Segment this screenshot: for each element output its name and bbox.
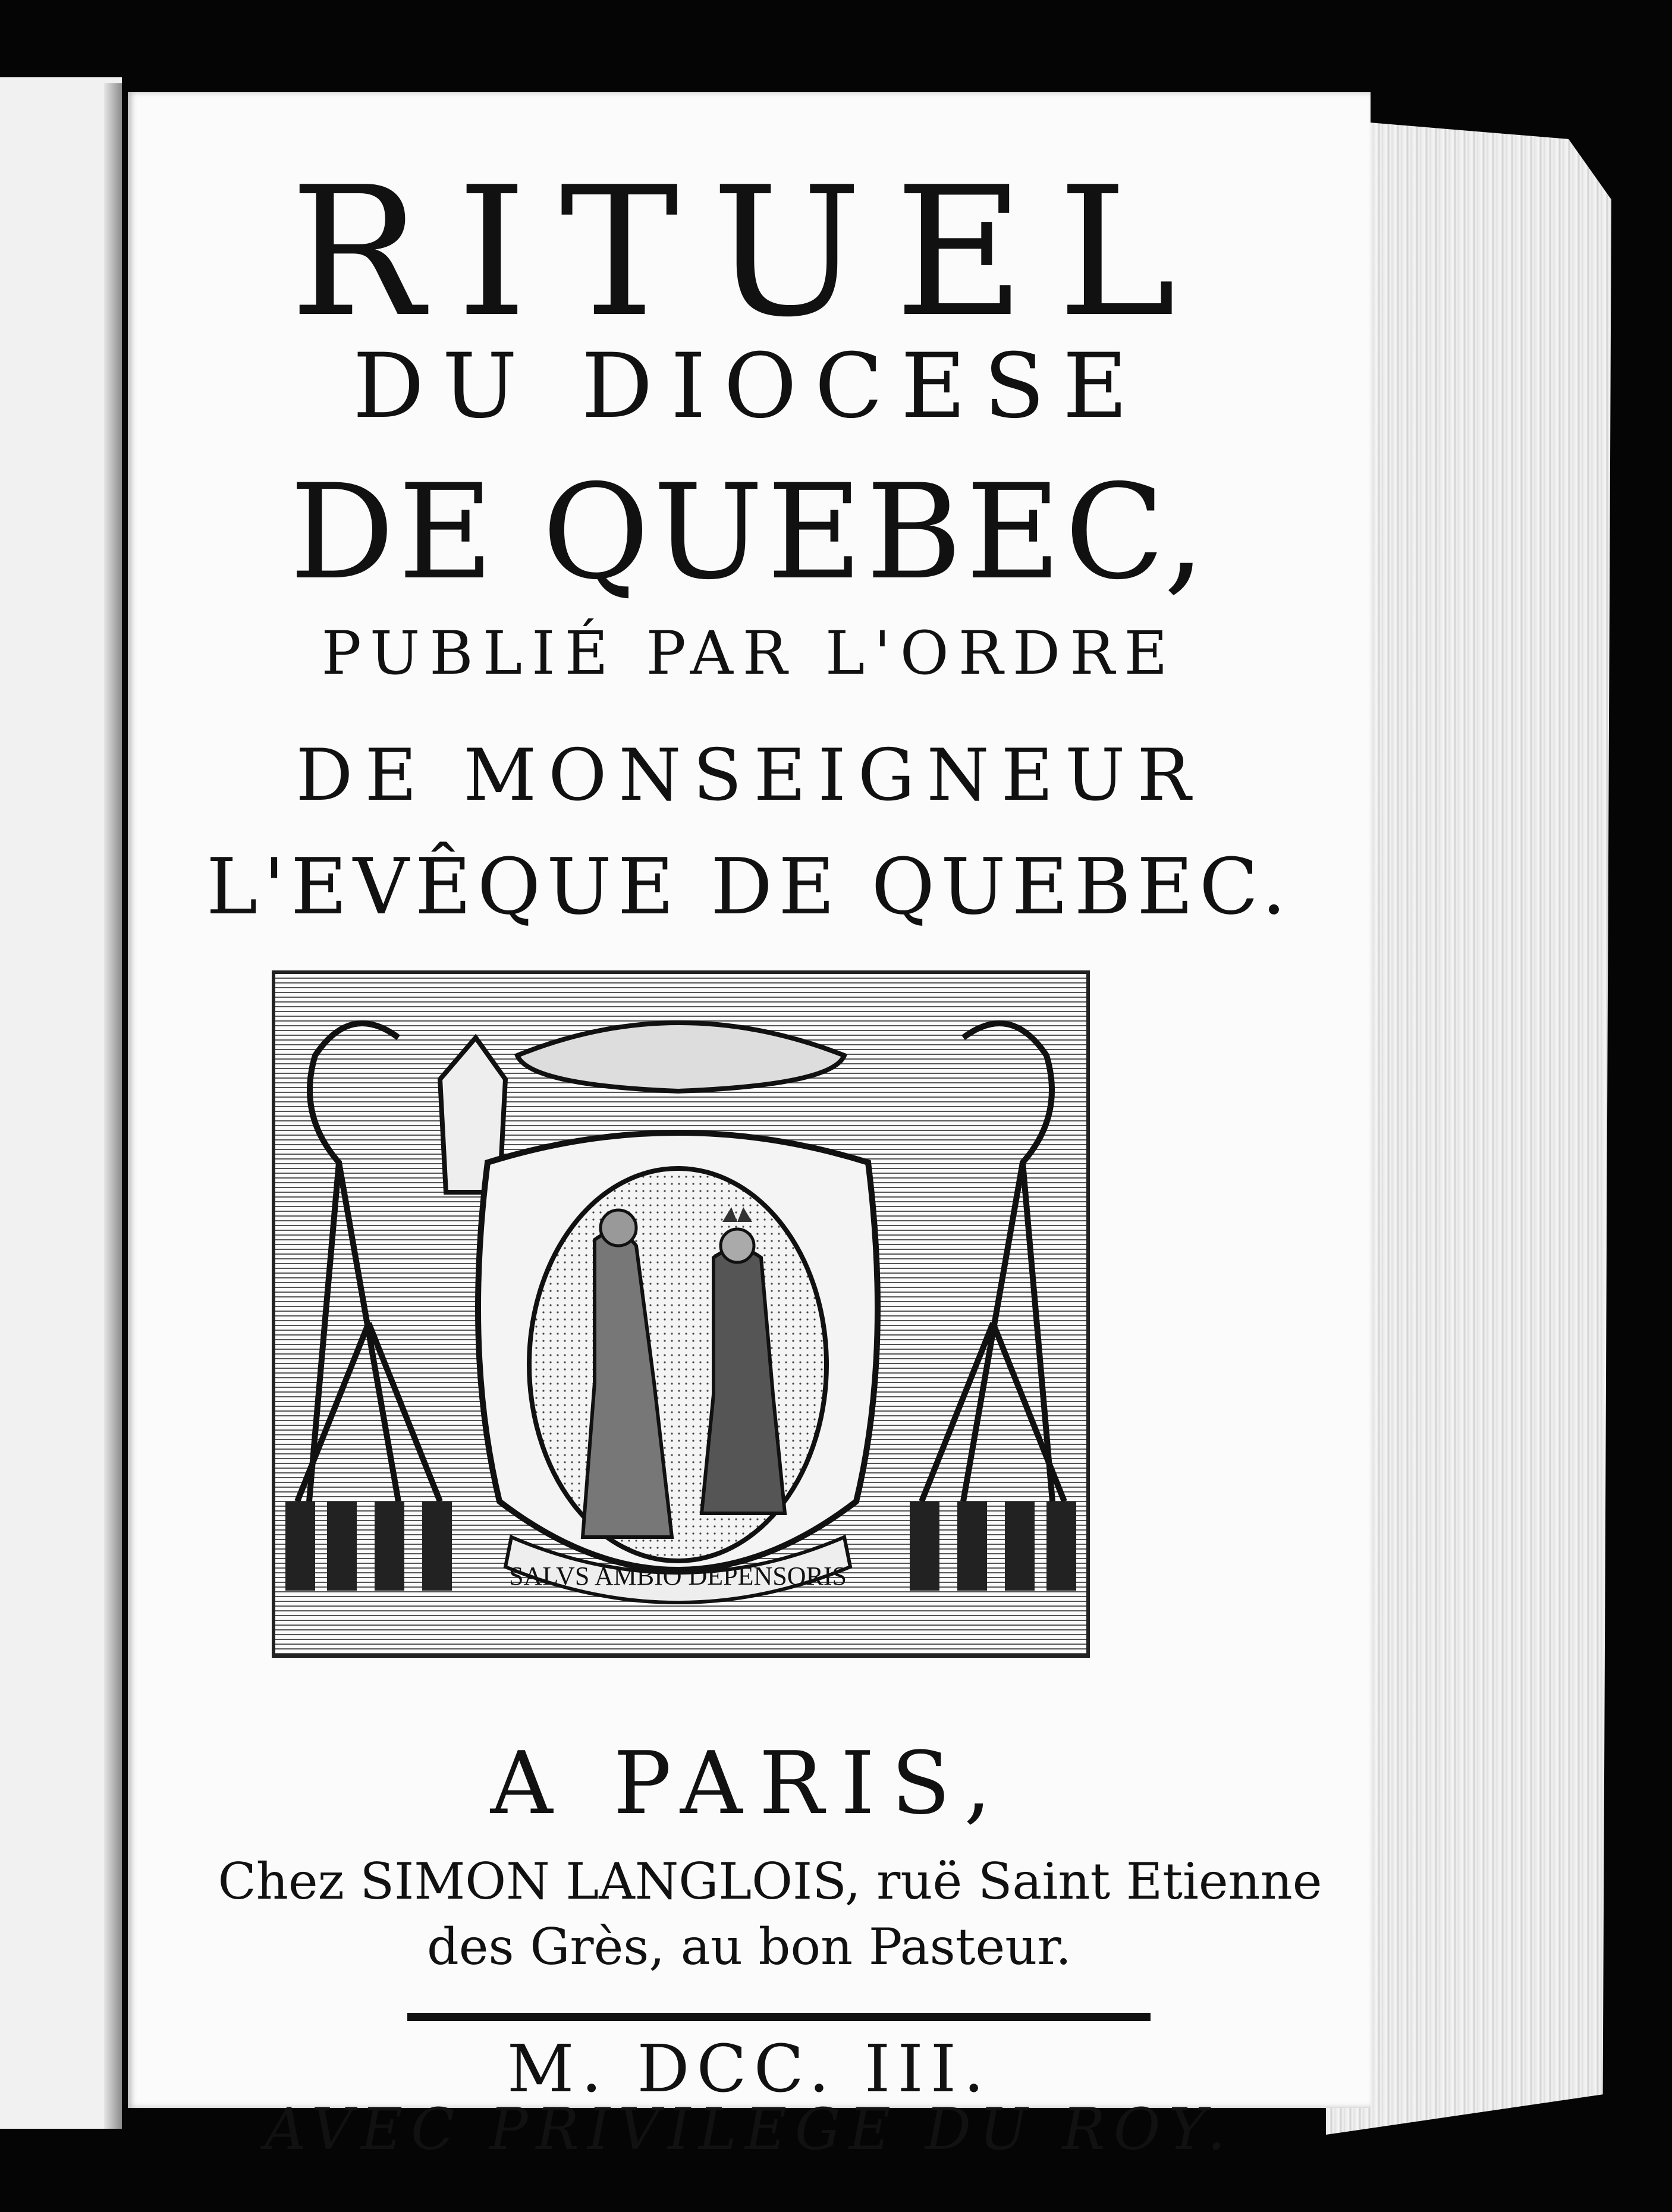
emblem-motto: SALVS AMBIO DEPENSORIS xyxy=(508,1561,847,1591)
imprint-address: des Grès, au bon Pasteur. xyxy=(427,1918,1071,1976)
imprint-publisher: Chez SIMON LANGLOIS, ruë Saint Etienne xyxy=(218,1852,1322,1911)
imprint-city: A PARIS, xyxy=(490,1733,1008,1834)
book-title: RITUEL xyxy=(290,149,1209,356)
publication-line1: PUBLIÉ PAR L'ORDRE xyxy=(321,618,1177,688)
coat-of-arms-engraving xyxy=(262,966,1100,1668)
horizontal-rule xyxy=(407,2013,1151,2021)
title-page xyxy=(128,92,1371,2163)
left-page-edge xyxy=(104,83,122,2129)
publication-line2: DE MONSEIGNEUR xyxy=(296,734,1203,817)
book-subtitle-line1: DU DIOCESE xyxy=(353,335,1146,438)
imprint-year: M. DCC. III. xyxy=(507,2031,992,2107)
publication-line3: L'EVÊQUE DE QUEBEC. xyxy=(206,841,1293,932)
book-subtitle-line2: DE QUEBEC, xyxy=(290,456,1209,608)
royal-privilege: AVEC PRIVILEGE DU ROY. xyxy=(265,2096,1234,2163)
